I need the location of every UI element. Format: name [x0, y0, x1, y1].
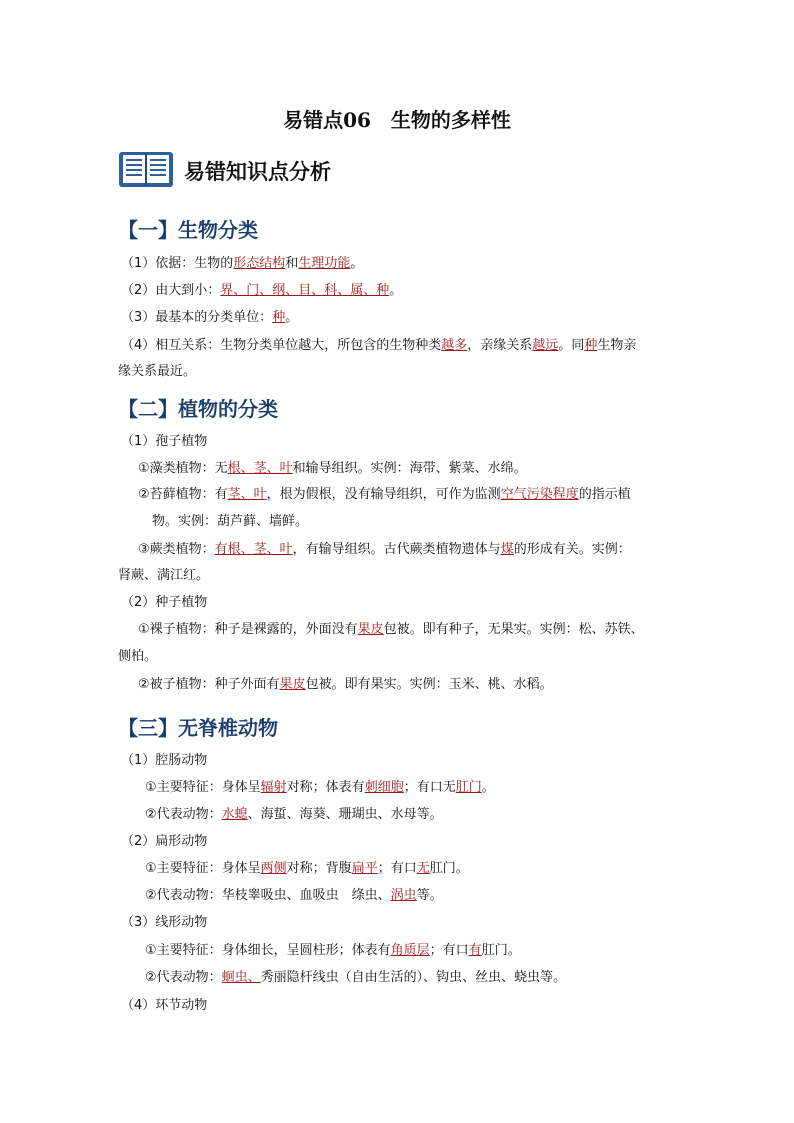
text-line: （1）孢子植物	[121, 434, 208, 449]
section-heading-2: 【二】植物的分类	[118, 397, 278, 421]
text-line: ①主要特征：身体细长，呈圆柱形；体表有角质层；有口有肛门。	[145, 943, 521, 958]
book-icon	[118, 149, 174, 193]
text-line: ①裸子植物：种子是裸露的，外面没有果皮包被。即有种子，无果实。实例：松、苏铁、	[138, 622, 644, 637]
text-line: ①藻类植物：无根、茎、叶和输导组织。实例：海带、紫菜、水绵。	[138, 461, 527, 476]
section-banner	[118, 150, 331, 192]
section-heading-3: 【三】无脊椎动物	[118, 716, 278, 740]
text-line: （2）由大到小：界、门、纲、目、科、属、种。	[121, 283, 403, 298]
section-heading-1: 【一】生物分类	[118, 218, 258, 242]
text-line: ①主要特征：身体呈两侧对称；背腹扁平；有口无肛门。	[145, 861, 469, 876]
text-line: ②被子植物：种子外面有果皮包被。即有果实。实例：玉米、桃、水稻。	[138, 677, 553, 692]
text-line: 肾蕨、满江红。	[118, 568, 210, 583]
text-line: 缘关系最近。	[118, 364, 197, 379]
text-line: （3）最基本的分类单位：种。	[121, 310, 299, 325]
text-line: 物。实例：葫芦藓、墙鲜。	[152, 514, 309, 529]
text-line: ②苔藓植物：有茎、叶，根为假根，没有输导组织，可作为监测空气污染程度的指示植	[138, 487, 631, 502]
text-line: ②代表动物：水螅、海蜇、海葵、珊瑚虫、水母等。	[145, 807, 443, 822]
text-line: ②代表动物：华枝睾吸虫、血吸虫 绦虫、涡虫等。	[145, 888, 443, 903]
text-line: 侧柏。	[118, 649, 158, 664]
text-line: （1）腔肠动物	[121, 753, 208, 768]
text-line: （2）扁形动物	[121, 834, 208, 849]
text-line: ③蕨类植物：有根、茎、叶，有输导组织。古代蕨类植物遗体与煤的形成有关。实例：	[138, 542, 631, 557]
page-title: 易错点06 生物的多样性	[283, 108, 511, 132]
text-line: （3）线形动物	[121, 915, 208, 930]
text-line: （4）环节动物	[121, 998, 208, 1013]
text-line: ②代表动物：蛔虫、秀丽隐杆线虫（自由生活的）、钩虫、丝虫、蛲虫等。	[145, 970, 567, 985]
text-line: （4）相互关系：生物分类单位越大，所包含的生物种类越多，亲缘关系越远。同种生物亲	[121, 338, 637, 353]
banner-title: 易错知识点分析	[184, 160, 331, 184]
text-line: ①主要特征：身体呈辐射对称；体表有刺细胞；有口无肛门。	[145, 780, 495, 795]
text-line: （2）种子植物	[121, 595, 208, 610]
text-line: （1）依据：生物的形态结构和生理功能。	[121, 256, 364, 271]
